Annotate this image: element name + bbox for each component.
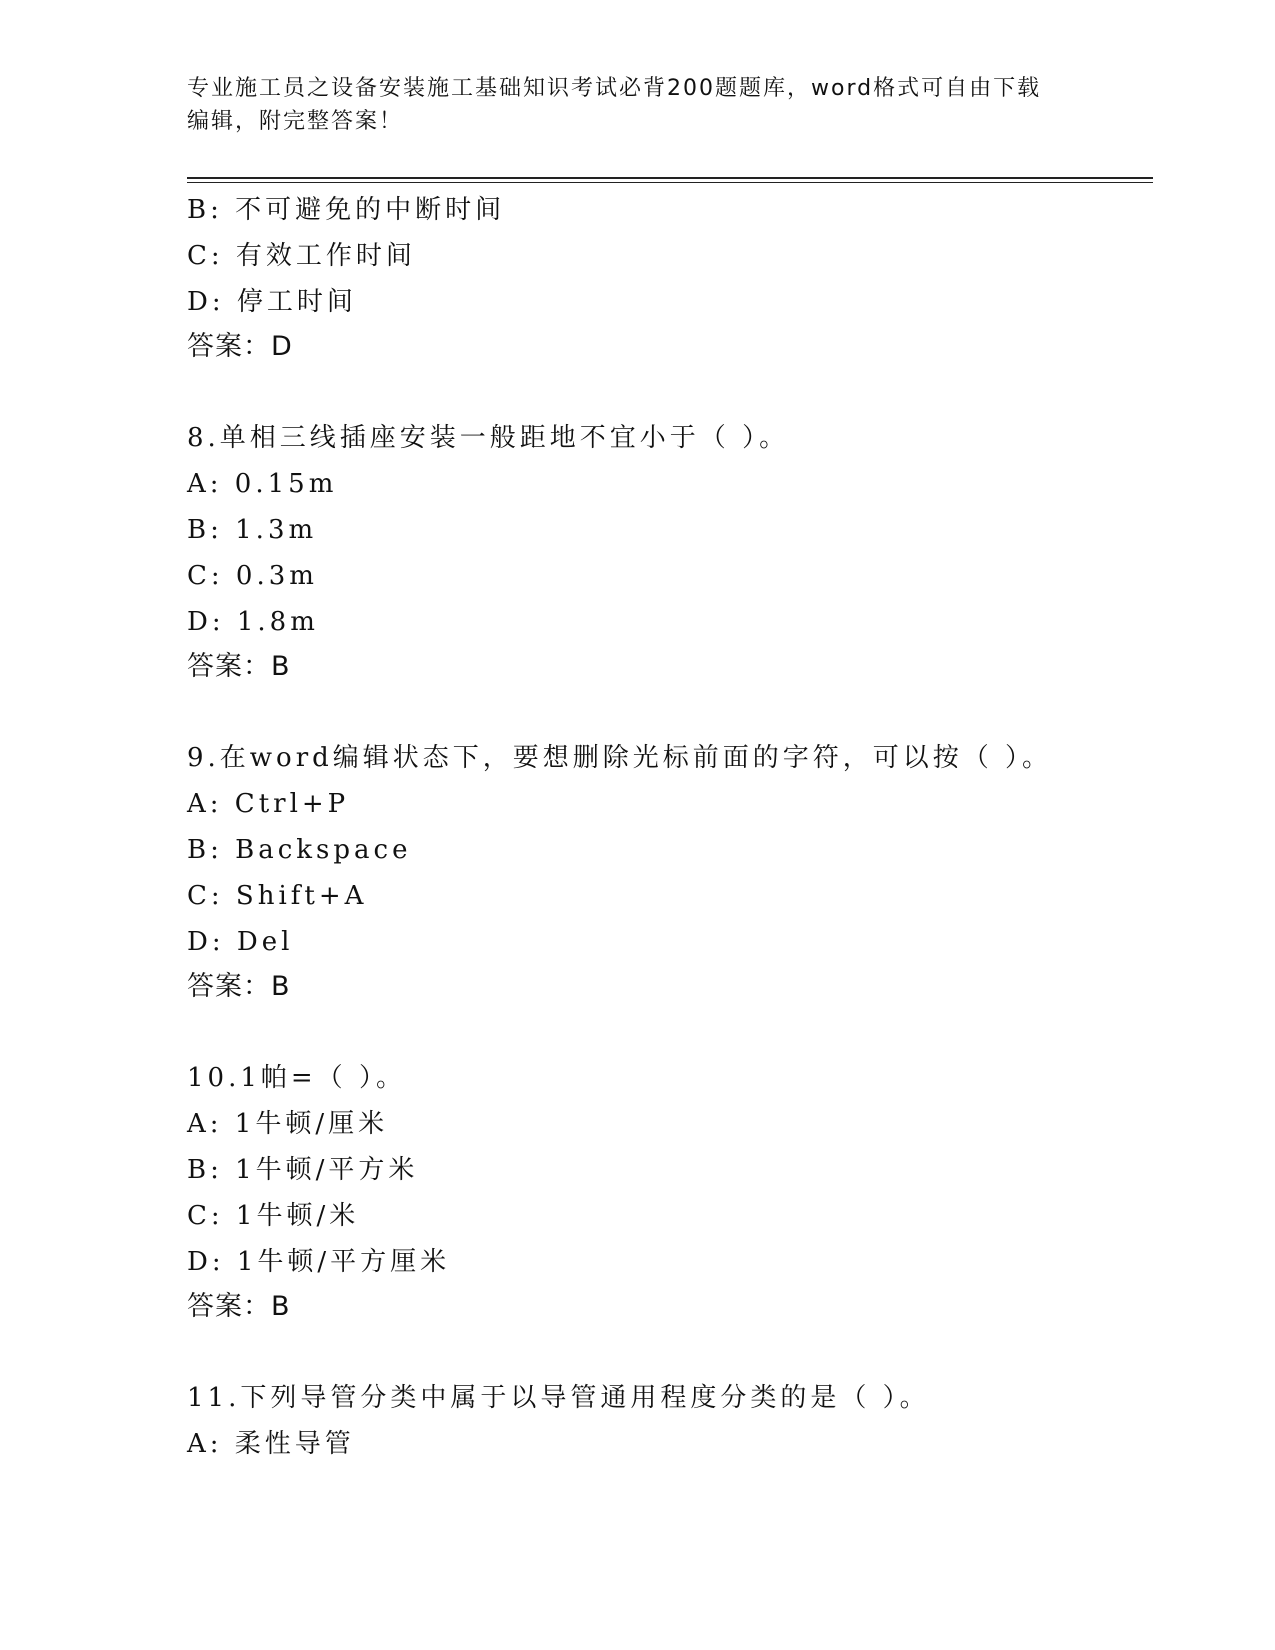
answer-label: 答案：B (187, 971, 291, 1002)
question-11 (187, 1375, 1147, 1467)
spacer (187, 689, 1147, 735)
option-b: B: Backspace (187, 835, 412, 865)
header-title-line2: 编辑，附完整答案！ (187, 109, 404, 134)
option-a: A: 0.15m (187, 469, 338, 499)
spacer (187, 1329, 1147, 1375)
question-title: 11.下列导管分类中属于以导管通用程度分类的是（ ）。 (187, 1383, 930, 1413)
option-d: D: Del (187, 927, 294, 957)
document-header (187, 72, 1067, 138)
option-d: D: 1.8m (187, 607, 319, 637)
option-a: A: 柔性导管 (187, 1429, 355, 1459)
option-b: B: 不可避免的中断时间 (187, 195, 506, 225)
question-title: 8.单相三线插座安装一般距地不宜小于（ ）。 (187, 423, 790, 453)
option-c: C: 有效工作时间 (187, 241, 416, 271)
question-9 (187, 735, 1147, 1009)
answer-label: 答案：B (187, 651, 291, 682)
spacer (187, 369, 1147, 415)
option-d: D: 停工时间 (187, 287, 357, 317)
answer-label: 答案：B (187, 1291, 291, 1322)
option-a: A: 1牛顿/厘米 (187, 1109, 389, 1139)
spacer (187, 1009, 1147, 1055)
option-d: D: 1牛顿/平方厘米 (187, 1247, 451, 1277)
option-b: B: 1牛顿/平方米 (187, 1155, 419, 1185)
option-b: B: 1.3m (187, 515, 318, 545)
option-c: C: Shift+A (187, 881, 368, 911)
question-title: 10.1帕=（ ）。 (187, 1063, 406, 1093)
question-7-continued (187, 187, 1147, 369)
question-list (187, 187, 1147, 1467)
answer-label: 答案：D (187, 331, 293, 362)
header-title-line1: 专业施工员之设备安装施工基础知识考试必背200题题库，word格式可自由下载 (187, 76, 1042, 101)
header-divider-thin (187, 182, 1153, 183)
option-a: A: Ctrl+P (187, 789, 350, 819)
question-10 (187, 1055, 1147, 1329)
question-title: 9.在word编辑状态下，要想删除光标前面的字符，可以按（ ）。 (187, 743, 1053, 773)
option-c: C: 1牛顿/米 (187, 1201, 360, 1231)
option-c: C: 0.3m (187, 561, 318, 591)
header-divider-thick (187, 177, 1153, 179)
question-8 (187, 415, 1147, 689)
